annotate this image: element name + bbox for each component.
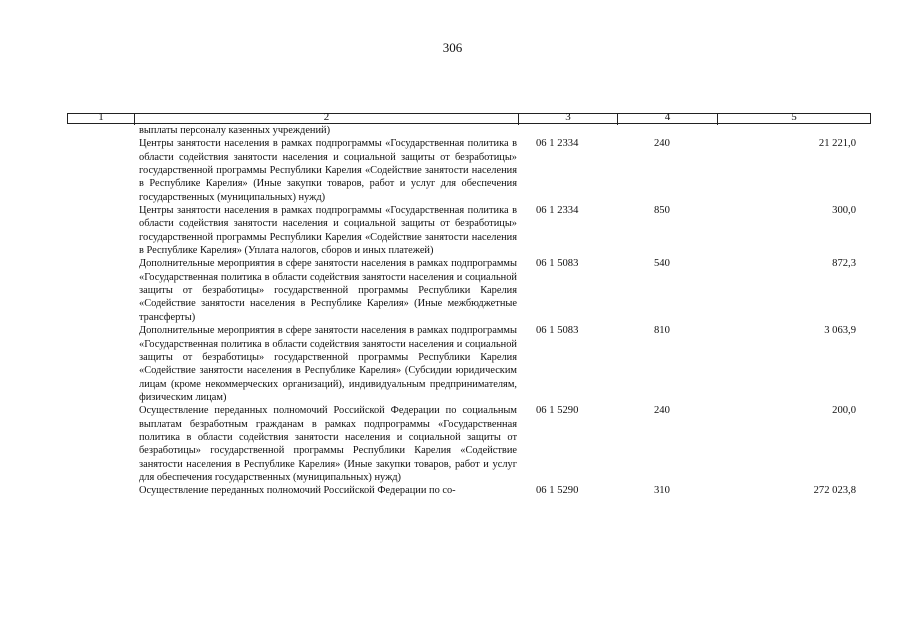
row-code: 06 1 5083 [536, 325, 579, 337]
row-description: Центры занятости населения в рамках подпрограммы «Государственная политика в области содействия занятости населения и социальной защиты от безработицы» государственной программы Республики Карелия «Содействие занятости населения в Республике Карелия» (Иные закупки товаров, работ и услуг для обеспечения государственных (муниципальных) нужд) [139, 138, 517, 203]
row-code: 06 1 5083 [536, 258, 579, 270]
row-sum: 300,0 [832, 205, 856, 217]
row-code: 06 1 2334 [536, 205, 579, 217]
table-row [0, 204, 905, 257]
row-sum: 272 023,8 [813, 485, 856, 497]
table-body [0, 124, 905, 498]
row-sum: 872,3 [832, 258, 856, 270]
row-code: 06 1 5290 [536, 485, 579, 497]
table-row [0, 137, 905, 204]
table-row [0, 404, 905, 484]
header-col-5: 5 [791, 111, 797, 123]
row-sum: 200,0 [832, 405, 856, 417]
row-expense-type: 240 [654, 405, 670, 417]
row-code: 06 1 5290 [536, 405, 579, 417]
row-description: Осуществление переданных полномочий Российской Федерации по со- [139, 485, 456, 497]
row-description: Дополнительные мероприятия в сфере занятости населения в рамках подпрограммы «Государственная политика в области содействия занятости населения и социальной защиты от безработицы» государственной программы Республики Карелия «Содействие занятости населения в Республике Карелия» (Субсидии юридическим лицам (кроме некоммерческих организаций), индивидуальным предпринимателям, физическим лицам) [139, 325, 517, 403]
row-description: Осуществление переданных полномочий Российской Федерации по социальным выплатам безработным гражданам в рамках подпрограммы «Государственная политика в области содействия занятости населения и социальной защиты от безработицы» государственной программы Республики Карелия «Содействие занятости населения в Республике Карелия» (Иные закупки товаров, работ и услуг для обеспечения государственных (муниципальных) нужд) [139, 405, 517, 483]
header-col-3: 3 [565, 111, 571, 123]
row-expense-type: 850 [654, 205, 670, 217]
row-sum: 21 221,0 [818, 138, 856, 150]
row-description: выплаты персоналу казенных учреждений) [139, 125, 331, 136]
table-row [0, 484, 905, 497]
table-header [67, 113, 871, 124]
row-description: Дополнительные мероприятия в сфере занятости населения в рамках подпрограммы «Государственная политика в области содействия занятости населения и социальной защиты от безработицы» государственной программы Республики Карелия «Содействие занятости населения в Республике Карелия» (Иные межбюджетные трансферты) [139, 258, 517, 323]
row-expense-type: 540 [654, 258, 670, 270]
row-description: Центры занятости населения в рамках подпрограммы «Государственная политика в области содействия занятости населения и социальной защиты от безработицы» государственной программы Республики Карелия «Содействие занятости населения в Республике Карелия» (Уплата налогов, сборов и иных платежей) [139, 205, 517, 257]
header-col-4: 4 [664, 111, 671, 123]
header-col-2: 2 [323, 111, 330, 123]
table-row [0, 324, 905, 404]
table-row [0, 124, 905, 137]
header-col-1: 1 [98, 111, 104, 123]
table-row [0, 257, 905, 324]
row-code: 06 1 2334 [536, 138, 579, 150]
row-sum: 3 063,9 [824, 325, 856, 337]
page-number: 306 [442, 40, 463, 55]
row-expense-type: 310 [654, 485, 670, 497]
row-expense-type: 240 [654, 138, 670, 150]
row-expense-type: 810 [654, 325, 670, 337]
